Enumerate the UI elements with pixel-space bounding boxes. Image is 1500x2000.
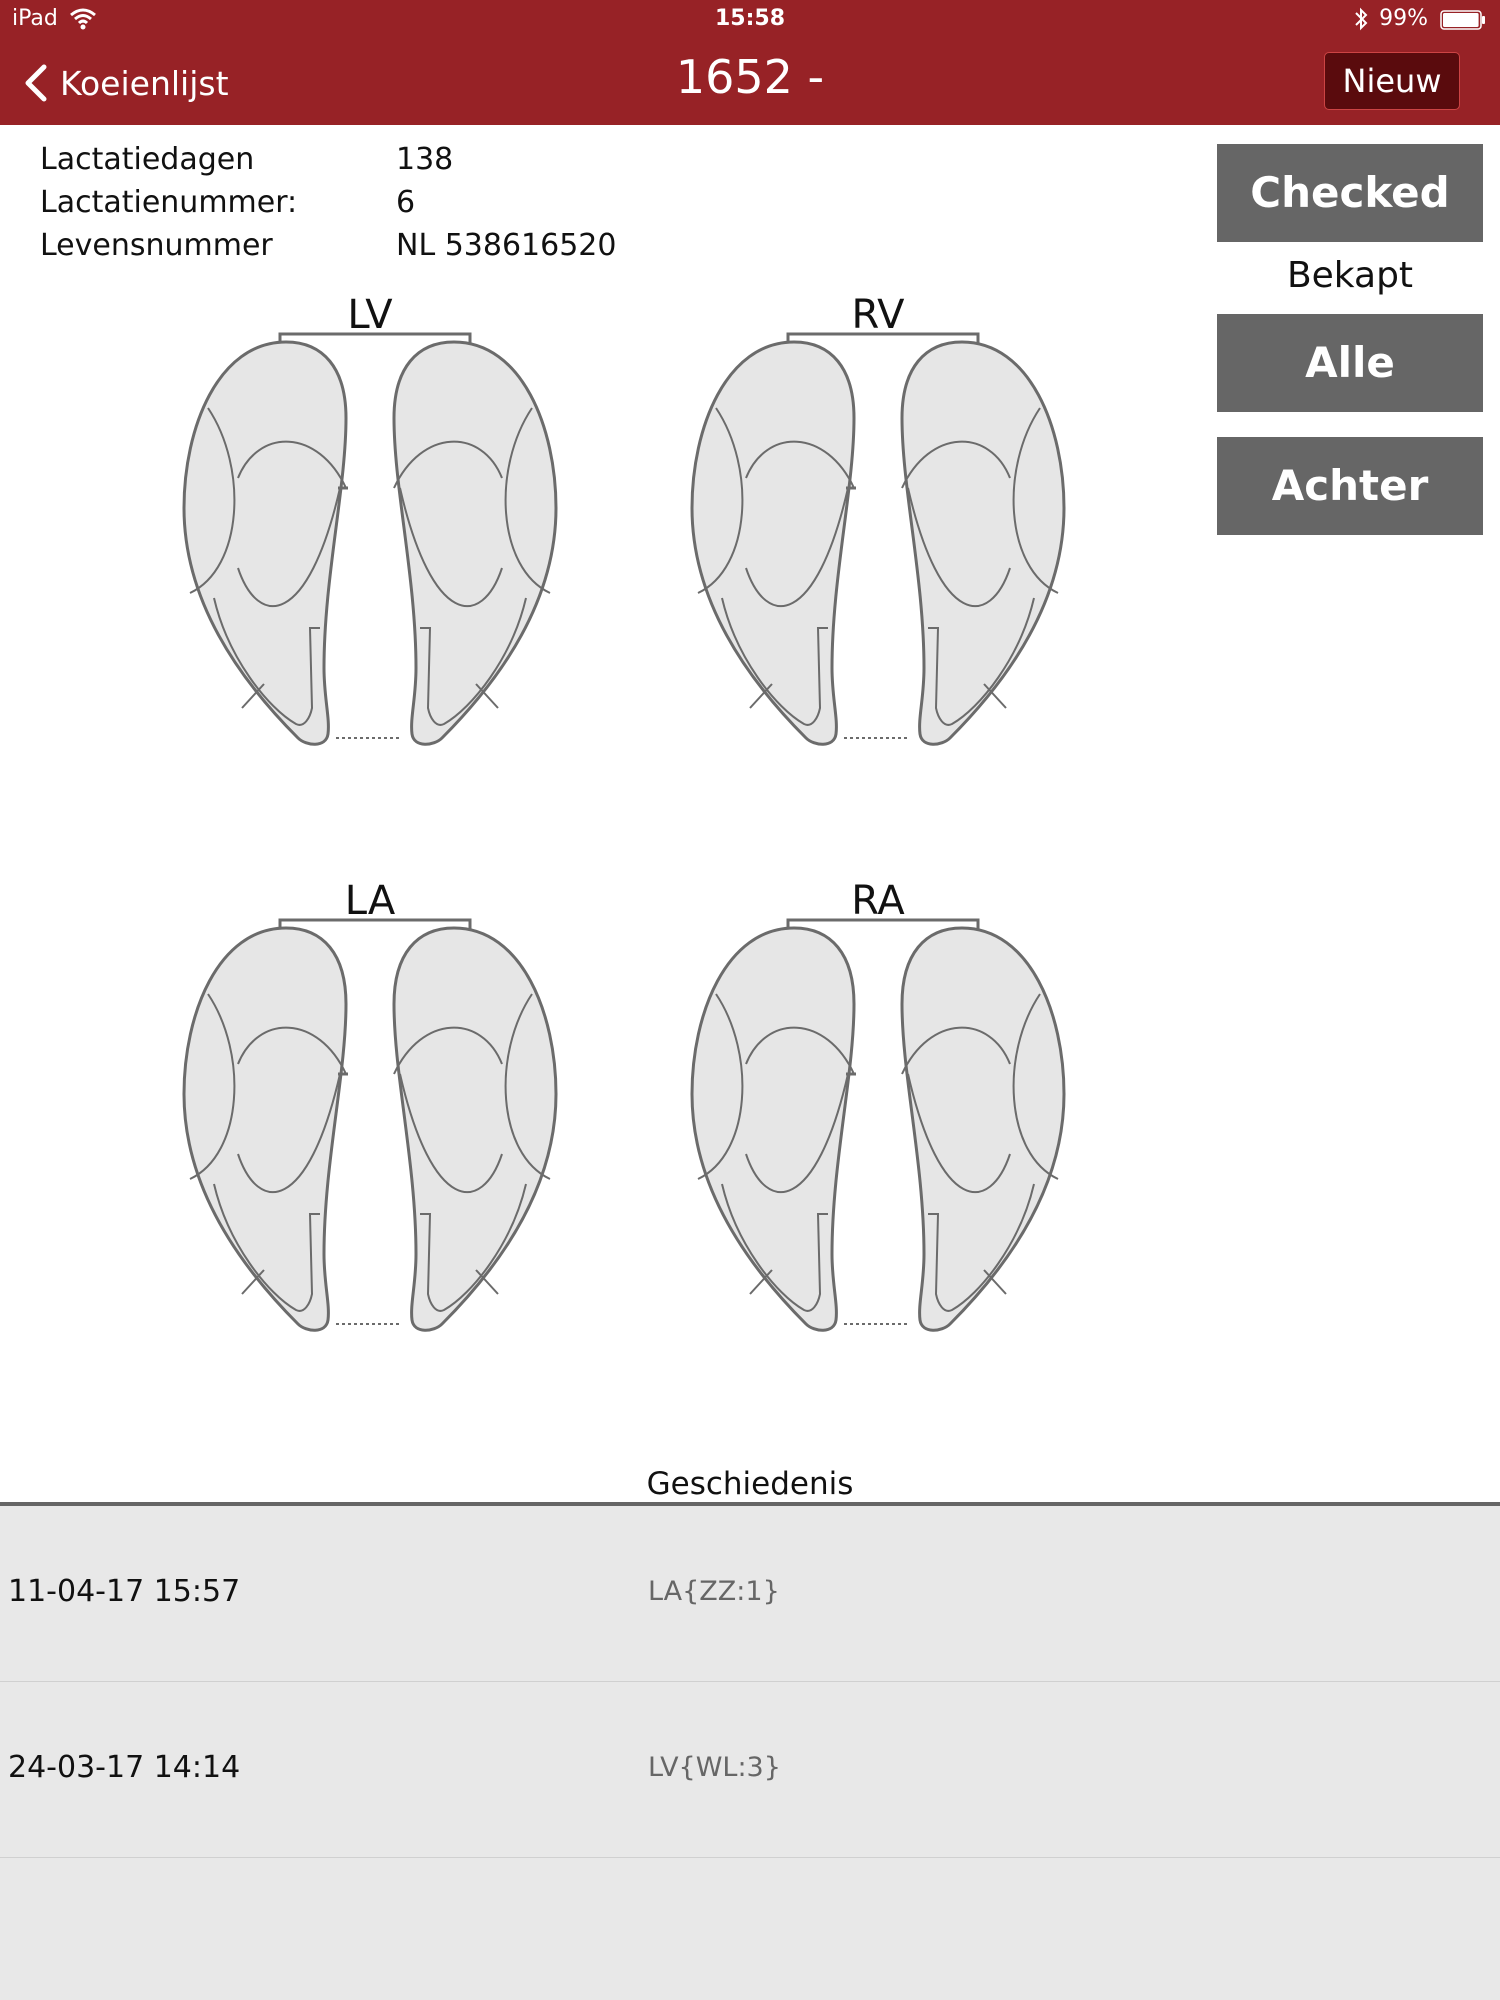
- history-code: LV{WL:3}: [648, 1752, 781, 1783]
- hoof-claw-diagram[interactable]: [170, 914, 570, 1394]
- info-label: Levensnummer: [40, 228, 273, 263]
- hoof-label: LA: [344, 878, 396, 924]
- info-row-life-number: [40, 228, 616, 271]
- new-button[interactable]: Nieuw: [1324, 52, 1460, 110]
- back-button[interactable]: [22, 58, 229, 108]
- navigation-bar: [0, 0, 1500, 125]
- history-datetime: 11-04-17 15:57: [8, 1574, 241, 1609]
- hoof-label: RV: [851, 292, 905, 338]
- info-row-lactation-number: [40, 185, 616, 228]
- battery-icon: [1440, 10, 1486, 30]
- cow-info: [40, 142, 616, 271]
- info-value: 138: [396, 142, 454, 177]
- history-datetime: 24-03-17 14:14: [8, 1750, 241, 1785]
- back-label: Koeienlijst: [60, 63, 229, 103]
- history-row[interactable]: [0, 1682, 1500, 1858]
- battery-percent: 99%: [1379, 6, 1428, 31]
- info-value: NL 538616520: [396, 228, 617, 263]
- info-value: 6: [396, 185, 416, 220]
- history-list[interactable]: [0, 1506, 1500, 2000]
- history-code: LA{ZZ:1}: [648, 1576, 780, 1607]
- chevron-left-icon: [22, 63, 50, 103]
- bluetooth-icon: [1354, 7, 1368, 31]
- checked-button[interactable]: Checked: [1217, 144, 1483, 242]
- bekapt-label: Bekapt: [1286, 255, 1414, 296]
- hoof-label: LV: [347, 292, 393, 338]
- hoof-ra[interactable]: [678, 878, 1078, 1398]
- hoof-rv[interactable]: [678, 292, 1078, 812]
- hoof-claw-diagram[interactable]: [170, 328, 570, 808]
- hoof-lv[interactable]: [170, 292, 570, 812]
- info-label: Lactatiedagen: [40, 142, 255, 177]
- status-bar: [0, 0, 1500, 40]
- history-title: Geschiedenis: [646, 1466, 854, 1502]
- page-title: 1652 -: [675, 50, 825, 104]
- hoof-label: RA: [851, 878, 905, 924]
- achter-button[interactable]: Achter: [1217, 437, 1483, 535]
- hoof-claw-diagram[interactable]: [678, 328, 1078, 808]
- carrier-label: iPad: [12, 6, 58, 31]
- info-label: Lactatienummer:: [40, 185, 298, 220]
- history-row[interactable]: [0, 1506, 1500, 1682]
- alle-button[interactable]: Alle: [1217, 314, 1483, 412]
- hoof-claw-diagram[interactable]: [678, 914, 1078, 1394]
- hoof-la[interactable]: [170, 878, 570, 1398]
- info-row-lactation-days: [40, 142, 616, 185]
- status-time: 15:58: [714, 6, 786, 31]
